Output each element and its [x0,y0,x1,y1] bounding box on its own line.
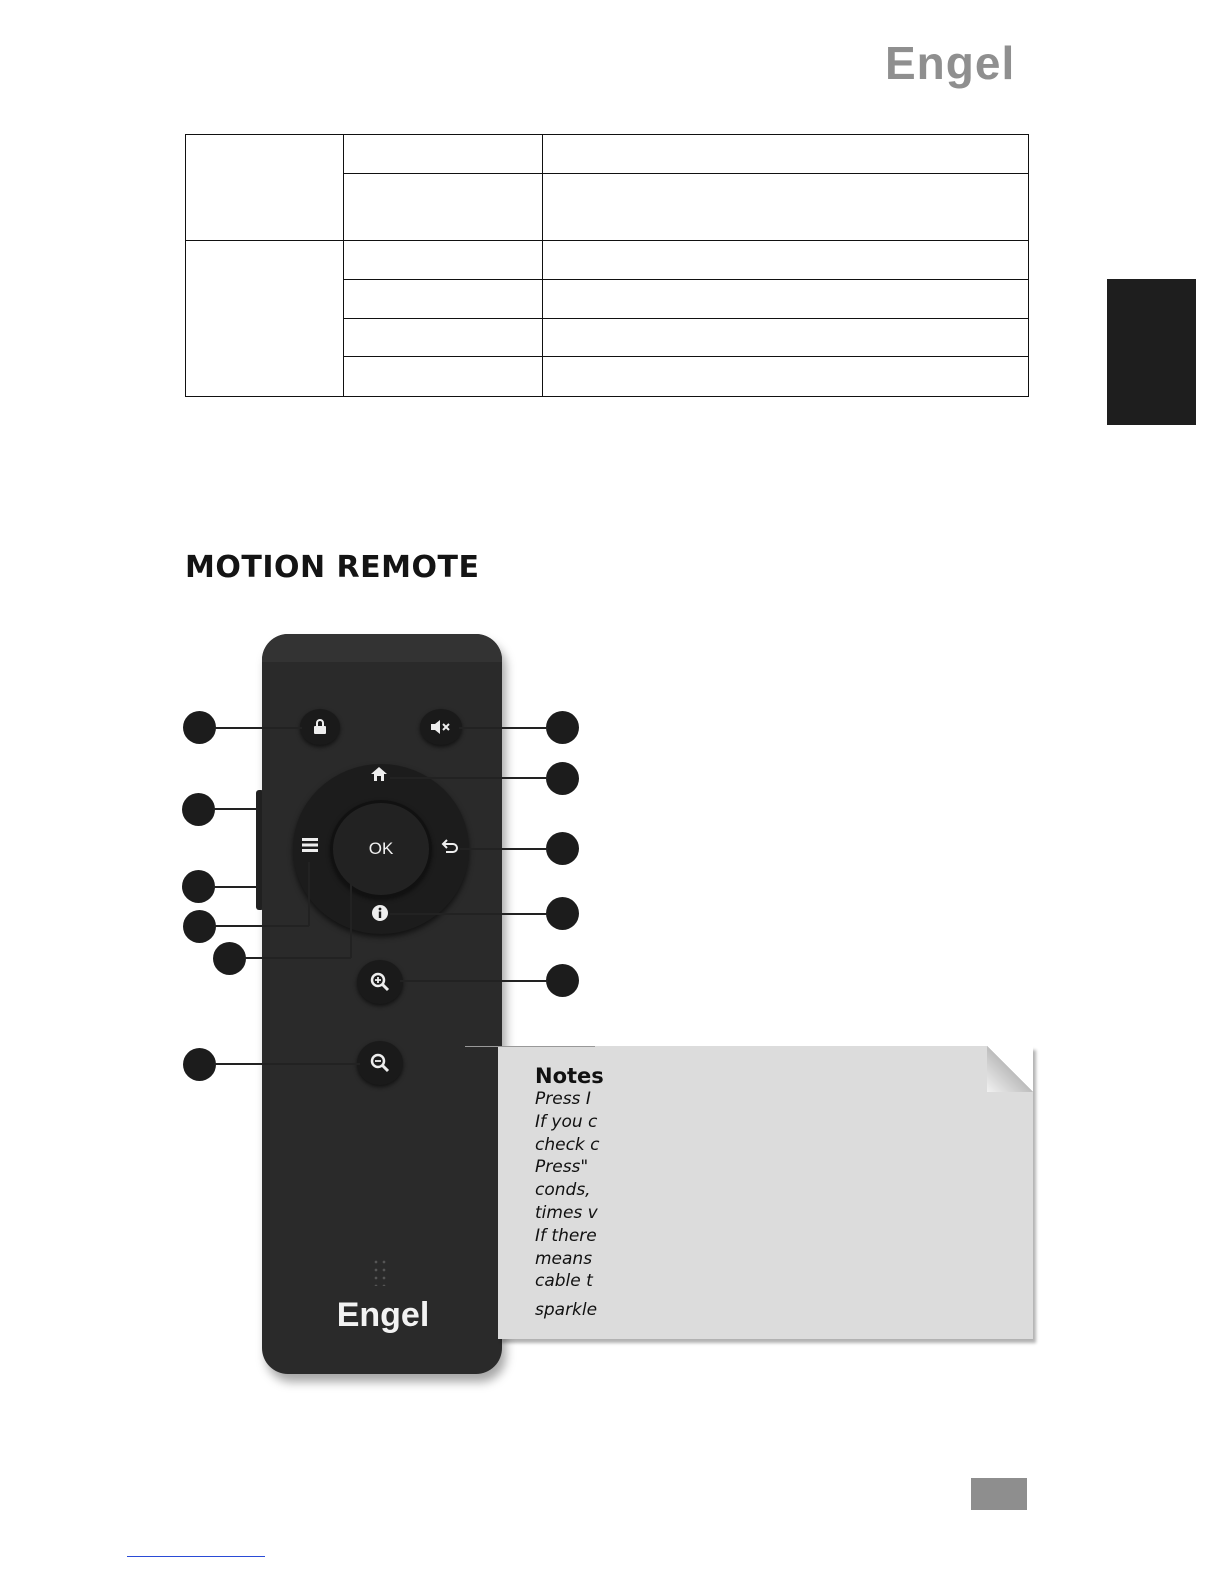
ok-button[interactable]: OK [330,800,432,898]
callout-menu [183,910,216,943]
table-cell [543,135,1029,174]
notes-text [535,1060,604,1321]
table-cell [186,135,344,241]
table-cell [543,174,1029,241]
table-row [186,135,1029,174]
leader-line [214,727,302,729]
table-cell [344,319,543,357]
mute-icon [430,720,452,734]
callout-volume [182,793,215,826]
leader-line [390,913,548,915]
lock-icon [313,719,327,735]
callout-back [546,832,579,865]
callout-lock [183,711,216,744]
notes-line: If there [535,1225,597,1246]
table-row [186,241,1029,280]
leader-line [244,957,351,959]
leader-line [400,980,548,982]
leader-line [460,848,548,850]
notes-line: sparkle [535,1300,598,1321]
table-cell [543,241,1029,280]
leader-line [390,777,548,779]
notes-line: means [535,1248,593,1269]
table-cell [186,241,344,397]
callout-info [546,897,579,930]
leader-line [214,925,309,927]
brand-logo: Engel [885,37,1016,89]
zoom-out-icon [370,1053,390,1073]
leader-line [213,886,258,888]
zoom-in-icon [370,972,390,992]
lock-button[interactable] [300,709,340,745]
table-cell [543,357,1029,397]
menu-icon[interactable] [302,838,318,856]
footer-link-line [127,1556,265,1557]
notes-line: Press I [535,1089,591,1109]
spec-table [185,134,1029,397]
callout-side [182,870,215,903]
info-icon[interactable] [371,904,389,926]
callout-mute [546,711,579,744]
remote-top-cap [262,634,502,662]
divider [465,1046,595,1047]
section-heading: MOTION REMOTE [185,550,480,585]
zoom-in-button[interactable] [357,960,403,1004]
back-icon[interactable] [441,839,459,857]
notes-line: cable t [535,1271,593,1292]
mute-button[interactable] [420,709,462,745]
table-cell [344,357,543,397]
table-cell [543,319,1029,357]
remote-logo: Engel [336,1296,430,1334]
language-tab [1107,279,1196,425]
page-curl [987,1046,1033,1092]
zoom-out-button[interactable] [357,1041,403,1085]
leader-line [213,808,258,810]
notes-line: times v [535,1202,598,1223]
leader-line [214,1063,360,1065]
notes-title: Notes [535,1064,604,1088]
leader-line [459,727,548,729]
notes-line: check c [535,1134,600,1155]
page-number-box [971,1478,1027,1510]
speaker-grille [372,1258,388,1286]
table-cell [344,174,543,241]
table-cell [344,241,543,280]
table-cell [344,135,543,174]
notes-line: If you c [535,1111,598,1132]
table-cell [543,280,1029,319]
home-icon[interactable] [370,766,388,786]
callout-ok [213,942,246,975]
callout-zoom-out [183,1048,216,1081]
table-cell [344,280,543,319]
callout-home [546,762,579,795]
leader-line [350,848,352,958]
notes-line: Press" [535,1157,589,1178]
leader-line [308,862,310,926]
callout-zoom-in [546,964,579,997]
notes-line: conds, [535,1180,591,1201]
